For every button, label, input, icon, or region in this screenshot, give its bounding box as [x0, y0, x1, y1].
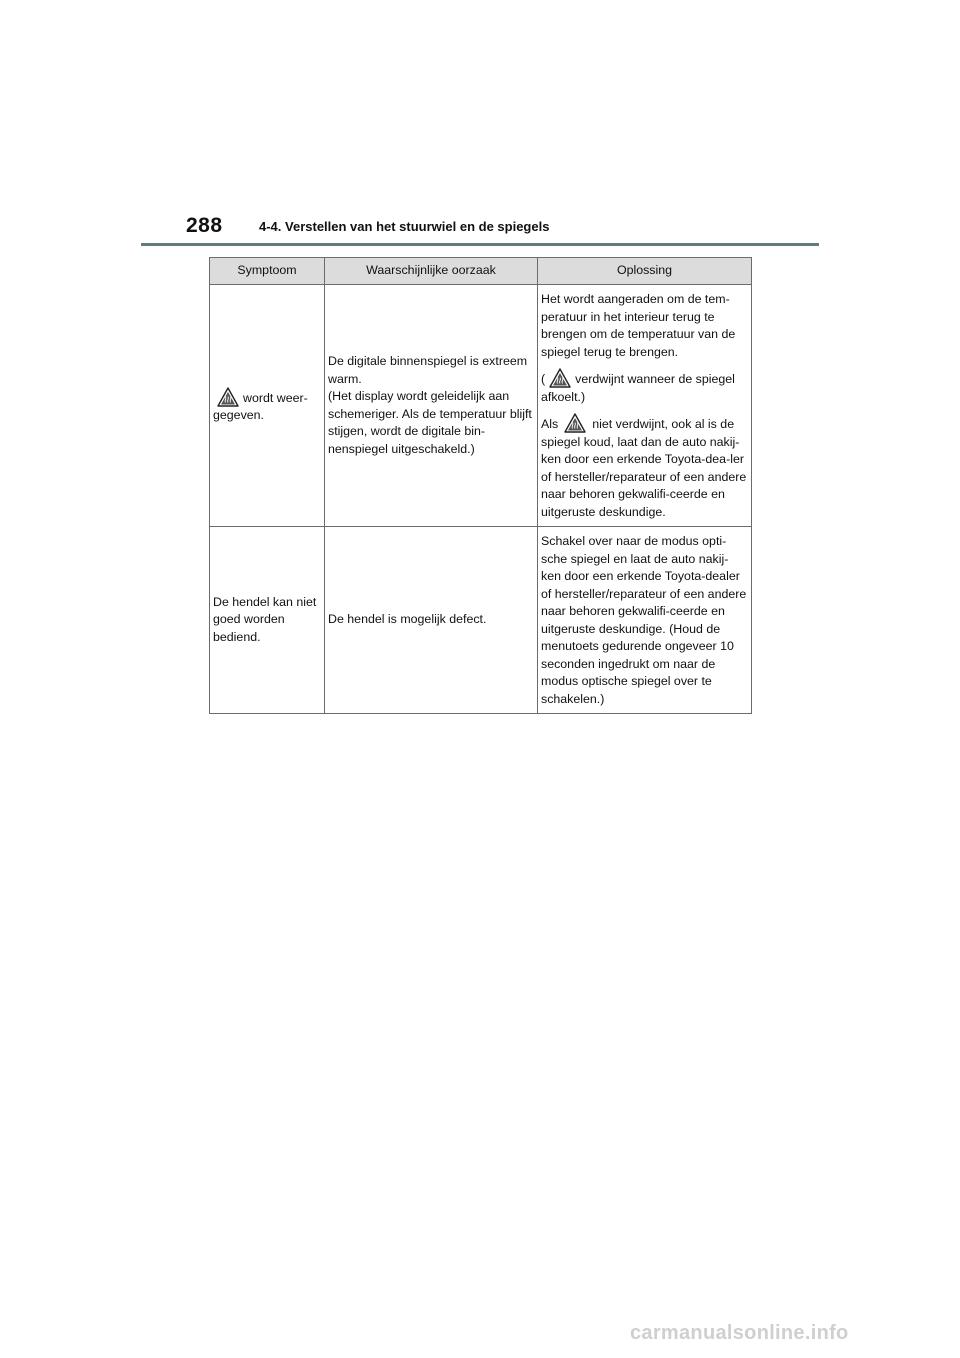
- mirror-heat-warning-icon: [217, 387, 239, 407]
- cause-text: De digitale binnenspiegel is extreem warm. (Het display wordt geleidelijk aan schemeriger. Als de temperatuur blijft stijgen, wordt de digitale bin-nenspiegel uitgeschakeld.): [328, 354, 532, 456]
- cause-text: De hendel is mogelijk defect.: [328, 612, 487, 627]
- symptom-cell: [210, 285, 325, 527]
- page-number: 288: [186, 214, 223, 237]
- column-header-cause: Waarschijnlijke oorzaak: [325, 258, 538, 285]
- column-header-symptom: Symptoom: [210, 258, 325, 285]
- solution-p2-before: (: [541, 372, 546, 386]
- cause-cell: [325, 285, 538, 527]
- solution-cell: [538, 527, 752, 714]
- solution-cell: [538, 285, 752, 527]
- mirror-heat-warning-icon: [564, 413, 586, 433]
- mirror-heat-warning-icon: [549, 368, 571, 388]
- symptom-text-1: wordt weer-: [243, 390, 308, 405]
- symptom-text: De hendel kan niet goed worden bediend.: [213, 594, 317, 644]
- solution-paragraph-2: [541, 368, 748, 406]
- cause-cell: [325, 527, 538, 714]
- solution-p2-after: verdwijnt wanneer de spiegel afkoelt.): [541, 372, 735, 404]
- troubleshooting-table: [209, 257, 752, 714]
- header-rule: [141, 243, 819, 246]
- symptom-text-2: gegeven.: [213, 408, 264, 422]
- table-row: [210, 527, 752, 714]
- solution-paragraph-3: [541, 413, 748, 521]
- section-title: 4-4. Verstellen van het stuurwiel en de spiegels: [259, 219, 550, 234]
- table-row: [210, 285, 752, 527]
- table-header-row: [210, 258, 752, 285]
- solution-p3-before: Als: [541, 417, 559, 431]
- solution-paragraph-1: Het wordt aangeraden om de tem-peratuur in het interieur terug te brengen om de temperatuur van de spiegel terug te brengen.: [541, 292, 736, 359]
- symptom-cell: [210, 527, 325, 714]
- column-header-solution: Oplossing: [538, 258, 752, 285]
- solution-p3-after: niet verdwijnt, ook al is de spiegel koud, laat dan de auto nakij-ken door een erkende Toyota-dea-ler of hersteller/reparateur of een andere naar behoren gekwalifi-ceerde en uitgeruste deskundige.: [541, 417, 747, 519]
- watermark: carmanualsonline.info: [630, 1322, 849, 1344]
- solution-text: Schakel over naar de modus opti-sche spiegel en laat de auto nakij-ken door een erkende Toyota-dealer of hersteller/reparateur of een andere naar behoren gekwalifi-ceerde en uitgeruste deskundige. (Houd de menutoets gedurende ongeveer 10 seconden ingedrukt om naar de modus optische spiegel over te schakelen.): [541, 534, 747, 706]
